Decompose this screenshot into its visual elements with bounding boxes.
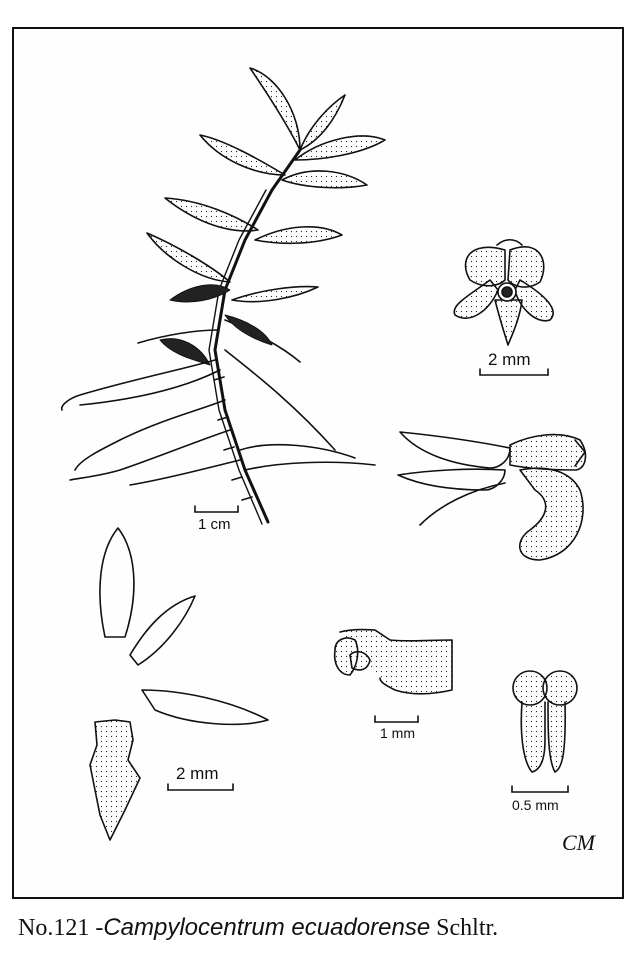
caption-author: Schltr.: [430, 915, 499, 941]
caption-number: No.121 -: [18, 915, 104, 941]
column-detail: [335, 630, 452, 694]
scale-label-flower: 2 mm: [488, 350, 531, 369]
plant-habit: [62, 68, 385, 524]
flower-front-view: [454, 240, 553, 345]
pollinia-detail: [513, 671, 577, 772]
scale-label-habit: 1 cm: [198, 516, 231, 533]
artist-initials: CM: [562, 830, 595, 855]
caption-species: Campylocentrum ecuadorense: [103, 914, 431, 941]
perianth-parts: [90, 528, 268, 840]
scale-label-perianth: 2 mm: [176, 764, 219, 783]
scale-label-pollinia: 0.5 mm: [512, 797, 559, 813]
plate-caption: [18, 914, 498, 942]
scale-label-column: 1 mm: [380, 725, 415, 741]
flower-side-view: [398, 432, 585, 560]
